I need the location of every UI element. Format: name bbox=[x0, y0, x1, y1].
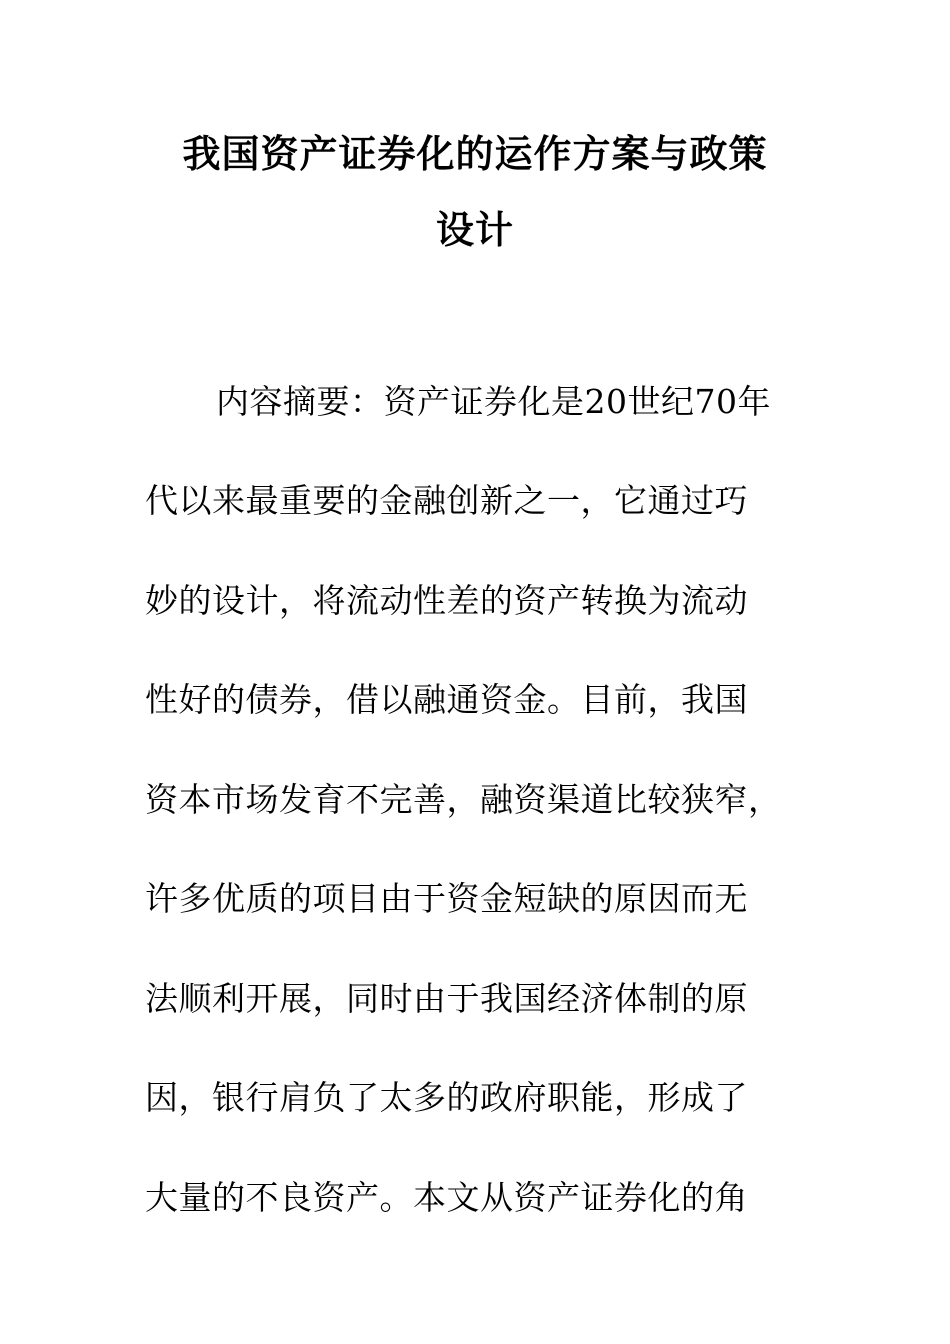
abstract-line-1: 内容摘要：资产证券化是20世纪70年 bbox=[216, 382, 771, 421]
document-title-line-2: 设计 bbox=[435, 207, 514, 252]
abstract-line-2: 代以来最重要的金融创新之一，它通过巧 bbox=[145, 481, 748, 520]
document-title-line-1: 我国资产证券化的运作方案与政策 bbox=[182, 131, 768, 176]
abstract-line-7: 法顺利开展，同时由于我国经济体制的原 bbox=[145, 979, 748, 1018]
abstract-line-5: 资本市场发育不完善，融资渠道比较狭窄， bbox=[145, 780, 782, 819]
abstract-line-8: 因，银行肩负了太多的政府职能，形成了 bbox=[145, 1078, 748, 1117]
abstract-line-6: 许多优质的项目由于资金短缺的原因而无 bbox=[145, 879, 748, 918]
abstract-line-9: 大量的不良资产。本文从资产证券化的角 bbox=[145, 1178, 748, 1217]
abstract-line-3: 妙的设计，将流动性差的资产转换为流动 bbox=[145, 581, 748, 620]
abstract-line-4: 性好的债券，借以融通资金。目前，我国 bbox=[145, 680, 748, 719]
